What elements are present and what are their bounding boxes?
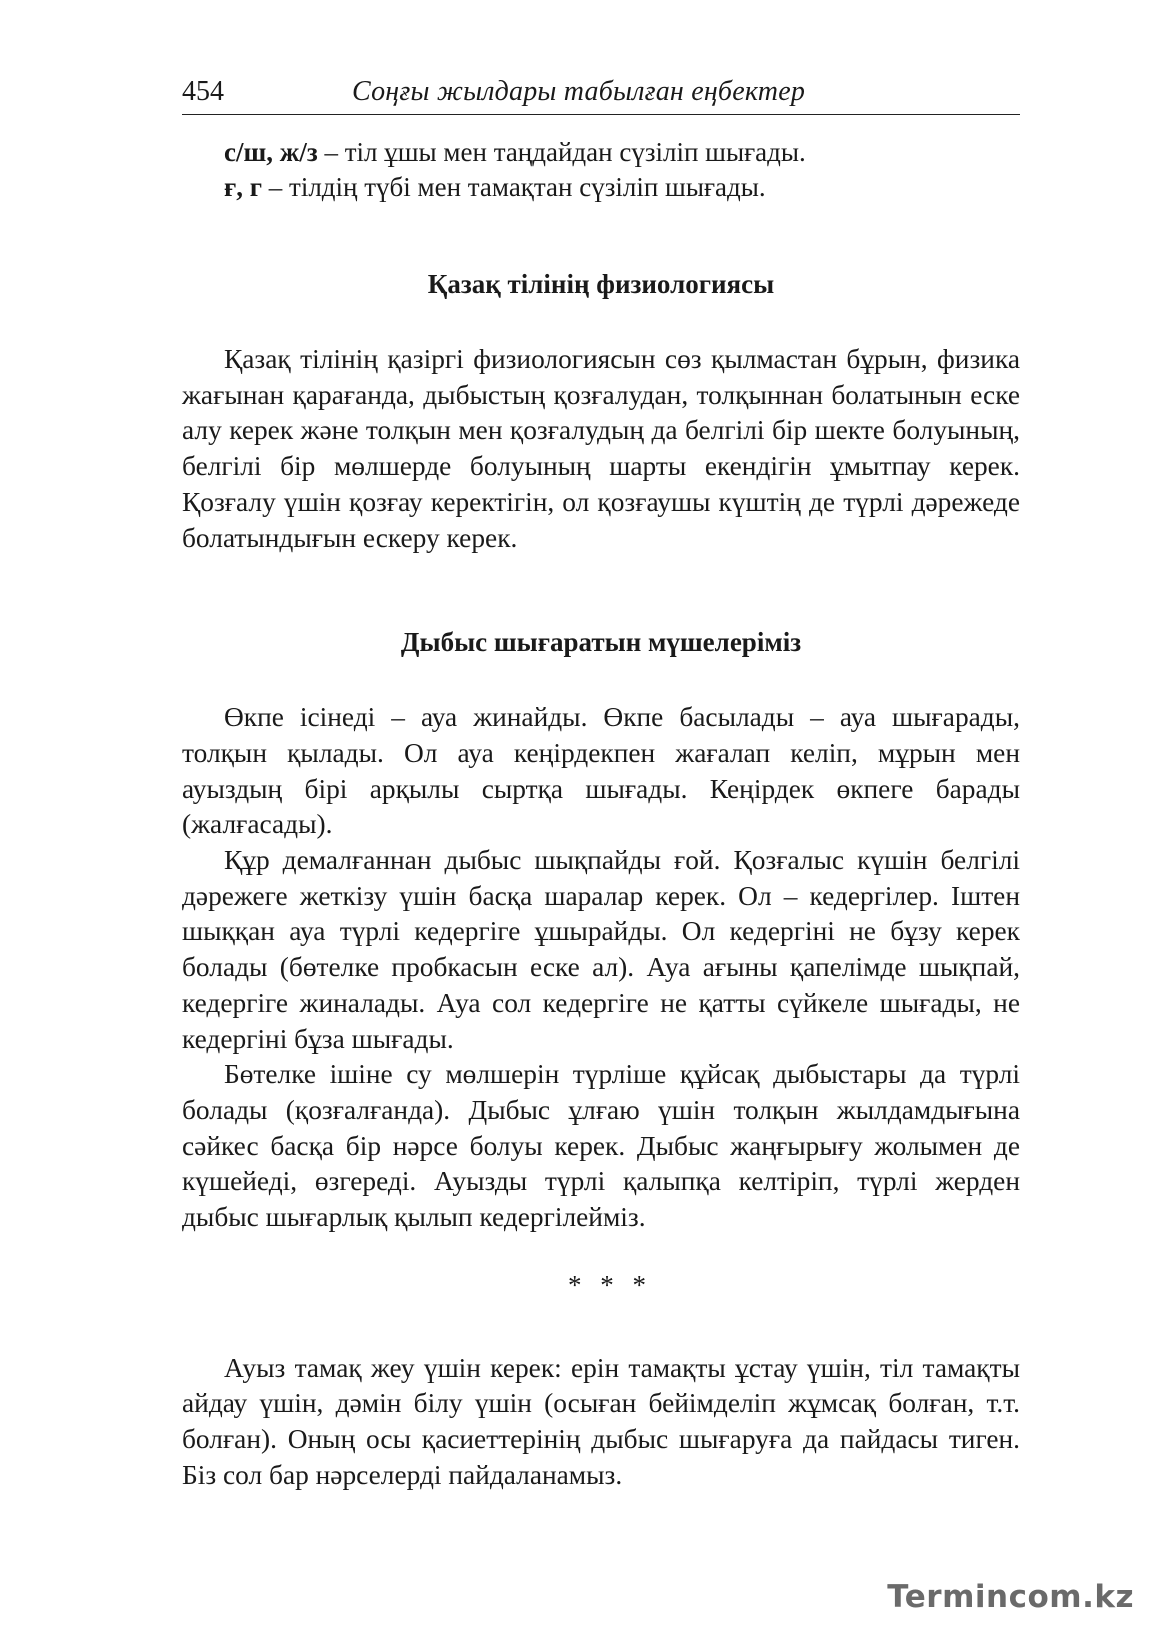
- paragraph-organs-3: Бөтелке ішіне су мөлшерін түрліше құйсақ дыбыстары да түрлі болады (қозғалғанда). Дыбыс ұлғаю үшін толқын жылдамдығына сәйкес басқа бір нәрсе болуы керек. Дыбыс жаңғырығу жолымен де күшейеді, өзгереді. Ауызды түрлі қалыпқа келтіріп, түрлі жерден дыбыс шығарлық қылып кедергілейміз.: [182, 1059, 1020, 1233]
- paragraph-closing: Ауыз тамақ жеу үшін керек: ерін тамақты ұстау үшін, тіл тамақты айдау үшін, дәмін білу үшін (осыған бейімделіп жұмсақ болған, т.т. болған). Оның осы қасиеттерінің дыбыс шығаруға да пайдасы тиген. Біз сол бар нәрселерді пайдаланамыз.: [182, 1352, 1020, 1490]
- intro-lines: [182, 135, 1020, 205]
- paragraph-physiology: Қазақ тілінің қазіргі физиологиясын сөз қылмастан бұрын, физика жағынан қарағанда, дыбыстың қозғалудан, толқыннан болатынын еске алу керек және толқын мен қозғалудың да белгілі бір шекте болуының, белгілі бір мөлшерде болуының шарты екендігін ұмытпау керек. Қозғалу үшін қозғау керектігін, ол қозғаушы күштің де түрлі дәрежеде болатындығын ескеру керек.: [182, 344, 1020, 553]
- watermark-logo: Termincom.kz: [887, 1579, 1134, 1615]
- section-heading-organs: Дыбыс шығаратын мүшелеріміз: [400, 627, 802, 658]
- section-heading-physiology: Қазақ тілінің физиологиясы: [427, 269, 775, 299]
- book-page: [182, 76, 1020, 1494]
- intro-line-text: – тіл ұшы мен таңдайдан сүзіліп шығады.: [317, 137, 806, 167]
- intro-line: [224, 170, 1020, 205]
- intro-line-term: ғ, г: [224, 172, 263, 202]
- intro-line: [224, 135, 1020, 170]
- section-separator: * * *: [568, 1269, 652, 1300]
- running-header: [182, 76, 1020, 115]
- paragraph-organs-1: Өкпе ісінеді – ауа жинайды. Өкпе басылады – ауа шығарады, толқын қылады. Ол ауа кеңірдекпен жағалап келіп, мұрын мен ауыздың бірі арқылы сыртқа шығады. Кеңірдек өкпеге барады (жалғасады).: [182, 702, 1020, 840]
- running-title: Соңғы жылдары табылған еңбектер: [352, 76, 806, 107]
- page-number: 454: [182, 76, 224, 107]
- paragraph-organs-2: Құр демалғаннан дыбыс шықпайды ғой. Қозғалыс күшін белгілі дәрежеге жеткізу үшін басқа шаралар керек. Ол – кедергілер. Іштен шыққан ауа түрлі кедергіге ұшырайды. Ол кедергіні не бұзу керек болады (бөтелке пробкасын еске ал). Ауа ағыны қапелімде шықпай, кедергіге жиналады. Ауа сол кедергіге не қатты сүйкеле шығады, не кедергіні бұза шығады.: [182, 845, 1020, 1054]
- intro-line-term: с/ш, ж/з: [224, 137, 318, 167]
- intro-line-text: – тілдің түбі мен тамақтан сүзіліп шығады.: [262, 172, 766, 202]
